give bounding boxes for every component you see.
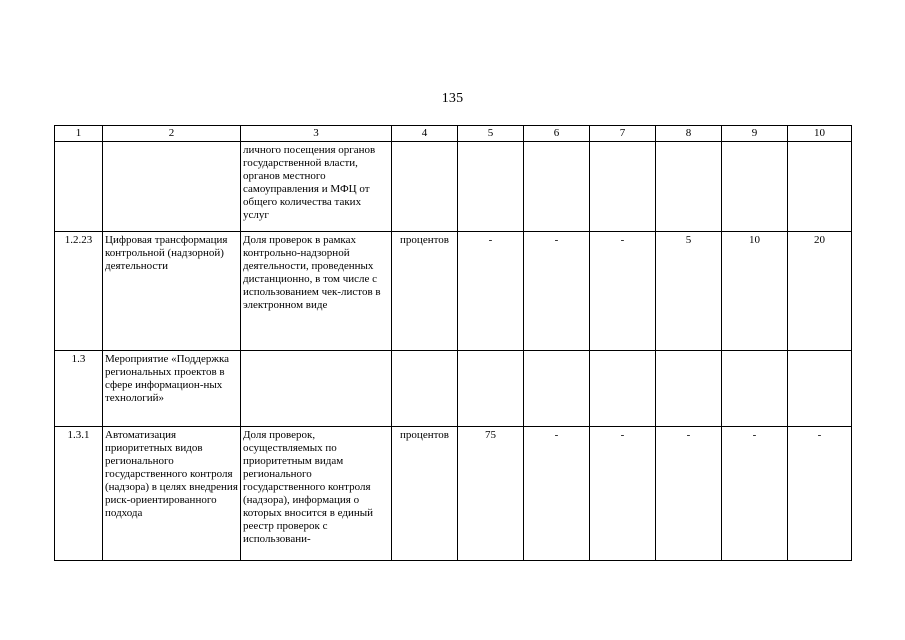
value-cell (524, 351, 590, 427)
value-cell: 5 (656, 232, 722, 351)
value-cell: 20 (788, 232, 852, 351)
value-cell: - (524, 427, 590, 561)
column-number-4: 4 (392, 126, 458, 142)
table-row (55, 351, 852, 427)
column-number-8: 8 (656, 126, 722, 142)
value-cell (590, 351, 656, 427)
item-number-cell: 1.2.23 (55, 232, 103, 351)
column-number-7: 7 (590, 126, 656, 142)
item-name-cell: Мероприятие «Поддержка региональных проектов в сфере информацион-ных технологий» (103, 351, 241, 427)
indicator-cell: личного посещения органов государственной власти, органов местного самоуправления и МФЦ от общего количества таких услуг (241, 142, 392, 232)
unit-cell: процентов (392, 232, 458, 351)
unit-cell (392, 142, 458, 232)
table-row (55, 142, 852, 232)
column-number-3: 3 (241, 126, 392, 142)
value-cell (590, 142, 656, 232)
value-cell: - (788, 427, 852, 561)
value-cell (458, 351, 524, 427)
column-number-5: 5 (458, 126, 524, 142)
item-name-cell: Автоматизация приоритетных видов регионального государственного контроля (надзора) в целях внедрения риск-ориентированного подхода (103, 427, 241, 561)
column-number-2: 2 (103, 126, 241, 142)
item-number-cell: 1.3.1 (55, 427, 103, 561)
value-cell (524, 142, 590, 232)
value-cell (788, 351, 852, 427)
item-name-cell (103, 142, 241, 232)
indicators-table (54, 125, 852, 561)
item-number-cell (55, 142, 103, 232)
value-cell: - (722, 427, 788, 561)
column-number-9: 9 (722, 126, 788, 142)
value-cell: - (590, 232, 656, 351)
unit-cell: процентов (392, 427, 458, 561)
value-cell: - (656, 427, 722, 561)
value-cell: - (590, 427, 656, 561)
indicator-cell: Доля проверок в рамках контрольно-надзорной деятельности, проведенных дистанционно, в том числе с использованием чек-листов в электронном виде (241, 232, 392, 351)
item-number-cell: 1.3 (55, 351, 103, 427)
indicator-cell (241, 351, 392, 427)
indicator-cell: Доля проверок, осуществляемых по приоритетным видам регионального государственного контроля (надзора), информация о которых вносится в единый реестр проверок с использовани- (241, 427, 392, 561)
column-number-1: 1 (55, 126, 103, 142)
table-row (55, 427, 852, 561)
value-cell (722, 351, 788, 427)
table-header-row (55, 126, 852, 142)
value-cell (656, 142, 722, 232)
value-cell: 10 (722, 232, 788, 351)
table-row (55, 232, 852, 351)
value-cell: - (458, 232, 524, 351)
value-cell (788, 142, 852, 232)
unit-cell (392, 351, 458, 427)
column-number-10: 10 (788, 126, 852, 142)
value-cell (458, 142, 524, 232)
item-name-cell: Цифровая трансформация контрольной (надзорной) деятельности (103, 232, 241, 351)
column-number-6: 6 (524, 126, 590, 142)
value-cell: - (524, 232, 590, 351)
value-cell (722, 142, 788, 232)
value-cell (656, 351, 722, 427)
page-number: 135 (441, 91, 464, 106)
value-cell: 75 (458, 427, 524, 561)
